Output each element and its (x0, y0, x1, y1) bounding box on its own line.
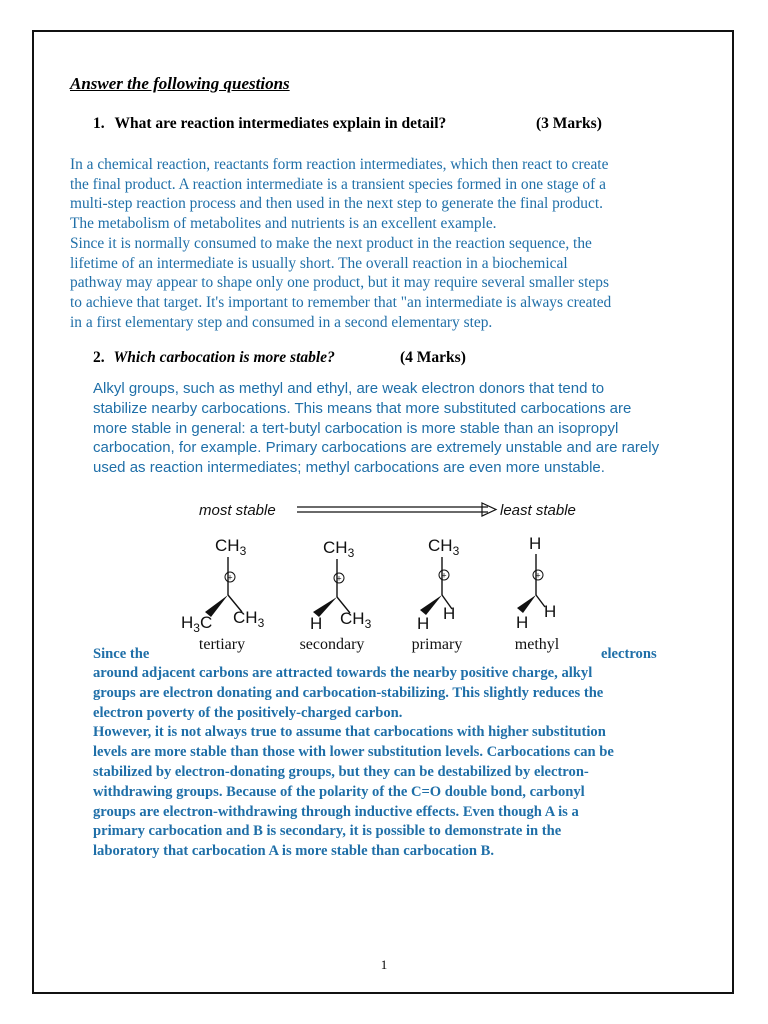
answer-1-line: The metabolism of metabolites and nutrients is an excellent example. (70, 215, 497, 233)
answer-1-line: in a first elementary step and consumed in a second elementary step. (70, 313, 493, 331)
svg-text:H: H (516, 613, 529, 632)
question-1-number: 1. (93, 115, 105, 132)
answer-2 (93, 379, 713, 478)
answer-3-line: electron poverty of the positively-charged carbon. (93, 704, 403, 721)
answer-3-line: groups are electron-withdrawing through inductive effects. Even though A is a (93, 803, 579, 820)
answer-2-line: used as reaction intermediates; methyl carbocations are even more unstable. (93, 459, 605, 477)
answer-1-line: the final product. A reaction intermediate is a transient species formed in one stage of a (70, 175, 606, 193)
page-heading: Answer the following questions (70, 74, 290, 93)
arrow-head-icon (482, 503, 496, 516)
svg-text:CH3: $CH_3$ (215, 536, 247, 558)
question-1-marks: (3 Marks) (536, 115, 602, 132)
label-tertiary: tertiary (198, 636, 246, 653)
answer-1-line: lifetime of an intermediate is usually short. The overall reaction in a biochemical (70, 254, 568, 272)
methyl-carbocation (516, 534, 556, 632)
answer-3-line: laboratory that carbocation A is more stable than carbocation B. (93, 843, 495, 860)
answer-2-line: stabilize nearby carbocations. This means that more substituted carbocations are (93, 399, 632, 417)
answer-3-line: primary carbocation and B is secondary, it is possible to demonstrate in the (93, 823, 562, 840)
secondary-carbocation (310, 538, 372, 633)
svg-text:CH3: $CH_3$ (340, 609, 372, 631)
answer-3-line: stabilized by electron-donating groups, but they can be destabilized by electron- (93, 763, 589, 780)
question-2-text: Which carbocation is more stable? (113, 349, 335, 366)
answer-2-line: Alkyl groups, such as methyl and ethyl, are weak electron donors that tend to (93, 380, 605, 397)
svg-text:+: + (227, 572, 233, 583)
answer-2-line: carbocation, for example. Primary carbocations are extremely unstable and are rarely (93, 439, 660, 457)
answer-1-line: In a chemical reaction, reactants form reaction intermediates, which then react to create (70, 156, 609, 173)
svg-text:H: H (544, 602, 557, 621)
svg-text:+: + (336, 573, 342, 584)
svg-text:CH3: $CH_3$ (428, 536, 460, 558)
question-2 (93, 349, 493, 367)
svg-text:H: H (443, 604, 456, 623)
answer-3 (93, 664, 713, 862)
svg-text:+: + (441, 570, 447, 581)
answer-3-line: withdrawing groups. Because of the polarity of the C=O double bond, carbonyl (93, 783, 585, 800)
page-number: 1 (380, 957, 388, 972)
answer-3-tail: electrons (601, 646, 657, 662)
answer-3-line: groups are electron donating and carbocation-stabilizing. This slightly reduces the (93, 684, 604, 701)
answer-1-line: to achieve that target. It's important to remember that "an intermediate is always created (70, 293, 612, 311)
label-methyl: methyl (514, 636, 560, 653)
label-secondary: secondary (299, 636, 365, 653)
answer-2-line: more stable in general: a tert-butyl carbocation is more stable than an isopropyl (93, 419, 619, 437)
primary-carbocation (417, 536, 460, 633)
answer-1-line: Since it is normally consumed to make the next product in the reaction sequence, the (70, 234, 592, 252)
svg-text:CH3: $CH_3$ (233, 608, 265, 630)
svg-text:+: + (535, 570, 541, 581)
answer-3-line: around adjacent carbons are attracted towards the nearby positive charge, alkyl (93, 665, 593, 681)
svg-text:H: H (417, 614, 430, 633)
svg-text:H: H (529, 534, 542, 553)
answer-3-lead: Since the (93, 646, 150, 662)
answer-1-line: multi-step reaction process and then used in the next step to generate the final product. (70, 195, 603, 213)
least-stable-label: least stable (500, 502, 576, 519)
svg-text:H: H (310, 614, 323, 633)
tertiary-carbocation (181, 536, 265, 635)
question-1-text: What are reaction intermediates explain in detail? (114, 115, 447, 132)
answer-1-line: pathway may appear to shape only one product, but it may require several smaller steps (70, 274, 609, 292)
svg-text:H3C: $H_3C$ (181, 613, 213, 635)
label-primary: primary (411, 636, 463, 653)
answer-1 (70, 155, 708, 332)
most-stable-label: most stable (199, 502, 276, 519)
question-2-marks: (4 Marks) (400, 349, 466, 366)
svg-text:CH3: $CH_3$ (323, 538, 355, 560)
carbocation-stability-diagram (180, 495, 600, 660)
question-1 (93, 115, 653, 133)
answer-3-line: levels are more stable than those with lower substitution levels. Carbocations can be (93, 744, 614, 761)
question-2-number: 2. (93, 349, 105, 366)
answer-3-line: However, it is not always true to assume that carbocations with higher substitution (93, 724, 606, 741)
